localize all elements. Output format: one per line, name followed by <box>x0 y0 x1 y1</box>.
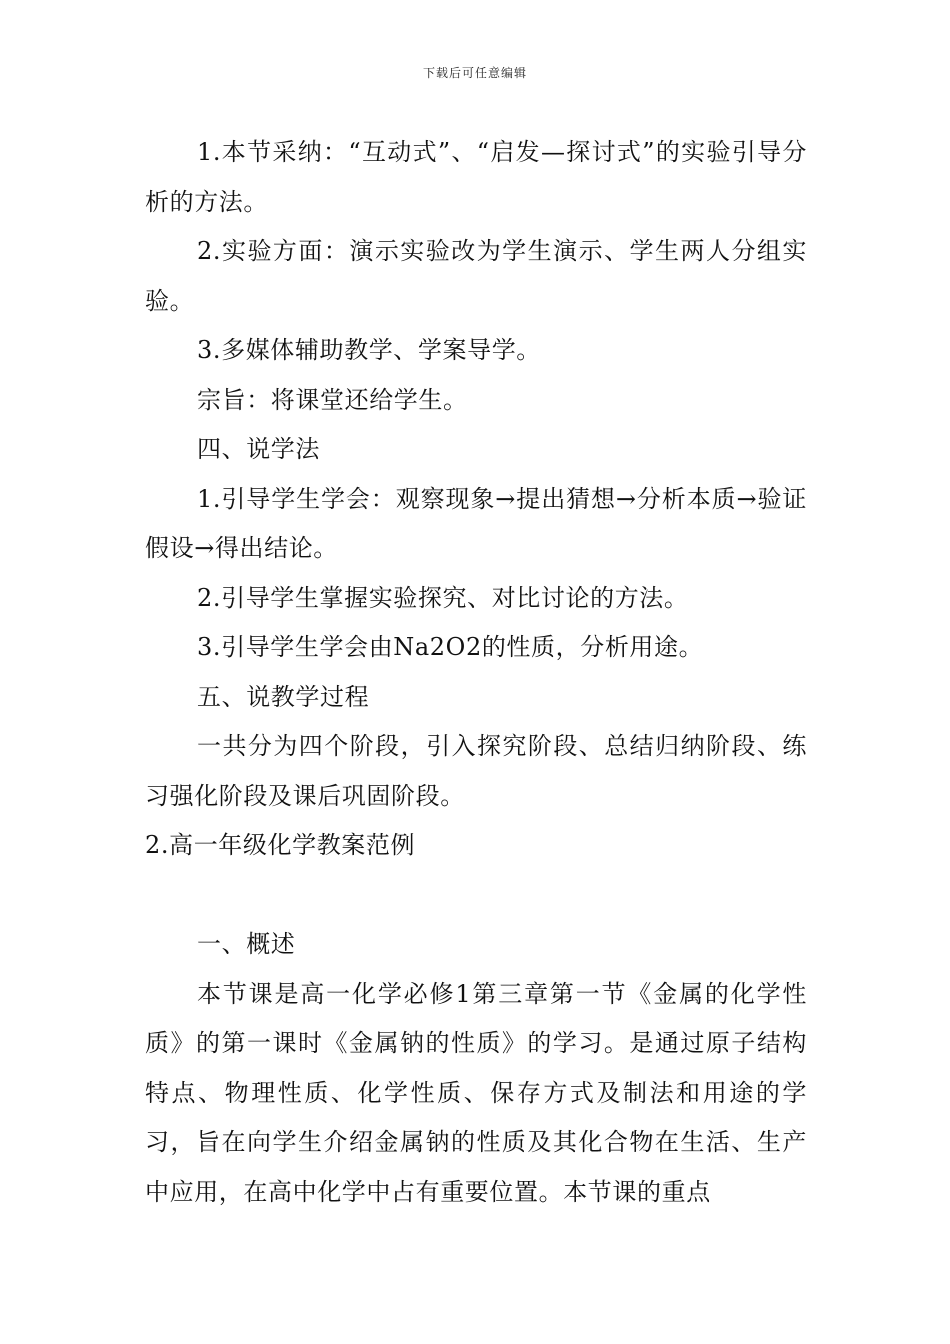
paragraph-teaching-method-3: 3.多媒体辅助教学、学案导学。 <box>197 336 541 364</box>
document-title: 2.高一年级化学教案范例 <box>145 831 416 859</box>
paragraph-purpose: 宗旨：将课堂还给学生。 <box>197 385 468 414</box>
document-body <box>145 128 807 1217</box>
paragraph-learning-method-3: 3.引导学生学会由Na2O2的性质，分析用途。 <box>197 633 704 661</box>
paragraph-learning-method-1: 1.引导学生学会：观察现象→提出猜想→分析本质→验证假设→得出结论。 <box>145 484 807 562</box>
page-header: 下载后可任意编辑 <box>422 66 527 80</box>
paragraph-teaching-method-2: 2.实验方面：演示实验改为学生演示、学生两人分组实验。 <box>145 237 807 315</box>
paragraph-overview: 本节课是高一化学必修1第三章第一节《金属的化学性质》的第一课时《金属钠的性质》的学习。是通过原子结构特点、物理性质、化学性质、保存方式及制法和用途的学习，旨在向学生介绍金属钠的性质及其化合物在生活、生产中应用，在高中化学中占有重要位置。本节课的重点 <box>145 979 807 1206</box>
section-heading-overview: 一、概述 <box>197 930 296 958</box>
paragraph-teaching-method-1: 1.本节采纳：“互动式”、“启发—探讨式”的实验引导分析的方法。 <box>145 138 807 216</box>
blank-line <box>145 871 807 921</box>
section-heading-teaching-process: 五、说教学过程 <box>197 682 370 711</box>
section-heading-learning-method: 四、说学法 <box>197 435 320 463</box>
paragraph-teaching-process: 一共分为四个阶段，引入探究阶段、总结归纳阶段、练习强化阶段及课后巩固阶段。 <box>145 732 807 810</box>
paragraph-learning-method-2: 2.引导学生掌握实验探究、对比讨论的方法。 <box>197 583 689 612</box>
